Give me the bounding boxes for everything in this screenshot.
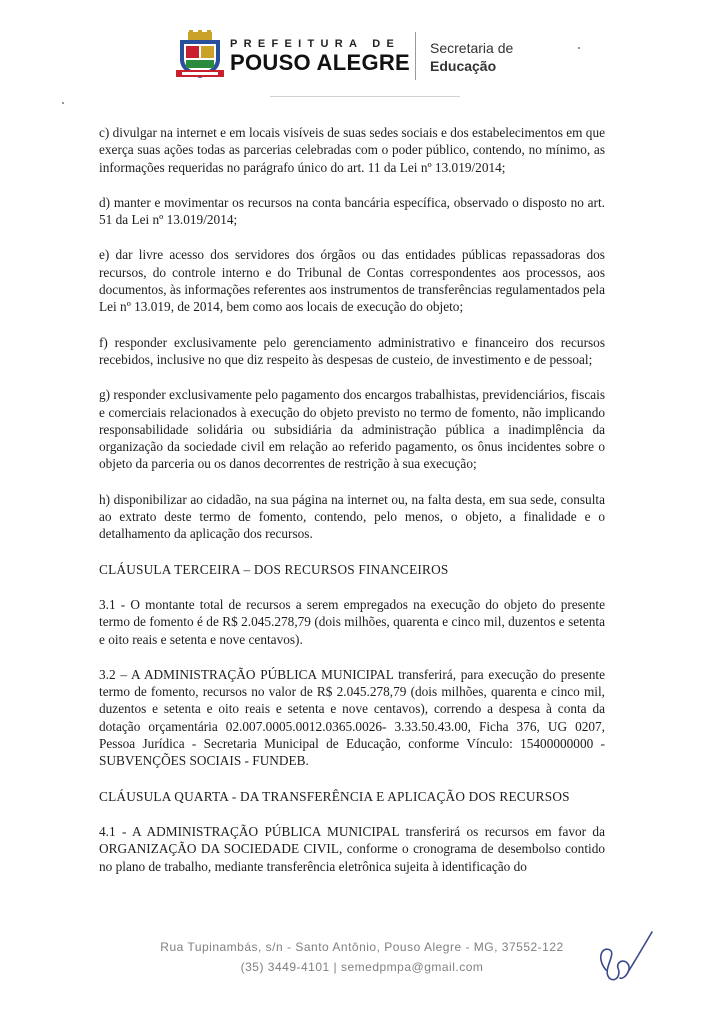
paragraph-item-d: d) manter e movimentar os recursos na conta bancária específica, observado o disposto no art. 51 da Lei nº 13.019/2014;: [99, 194, 605, 228]
paragraph-item-e: e) dar livre acesso dos servidores dos órgãos ou das entidades públicas repassadoras dos recursos, do controle interno e do Tribunal de Contas correspondentes aos processos, aos documentos, às informações referentes aos instrumentos de transferências regulamentados pela Lei nº 13.019, de 2014, bem como aos locais de execução do objeto;: [99, 247, 605, 315]
footer-contact: (35) 3449-4101 | semedpmpa@gmail.com: [240, 960, 484, 974]
handwritten-page-initials: [588, 928, 658, 988]
brand-prefix: PREFEITURA DE: [230, 38, 401, 50]
brand-city-name: POUSO ALEGRE: [230, 50, 411, 75]
letterhead: [0, 0, 724, 100]
paragraph-item-c: c) divulgar na internet e em locais visíveis de suas sedes sociais e dos estabelecimentos em que exerça suas ações todas as parcerias celebradas com o poder público, contendo, no mínimo, as informações requeridas no parágrafo único do art. 11 da Lei nº 13.019/2014;: [99, 125, 605, 175]
paragraph-item-f: f) responder exclusivamente pelo gerenciamento administrativo e financeiro dos recursos recebidos, inclusive no que diz respeito às despesas de custeio, de investimento e de pessoal;: [99, 334, 605, 367]
document-body: [99, 124, 605, 893]
clause-3-heading: CLÁUSULA TERCEIRA – DOS RECURSOS FINANCEIROS: [99, 561, 449, 577]
paragraph-3-2: 3.2 – A ADMINISTRAÇÃO PÚBLICA MUNICIPAL transferirá, para execução do presente termo de fomento, recursos no valor de R$ 2.045.278,79 (dois milhões, quarenta e cinco mil, duzentos e setenta e oito reais e setenta e nove centavos), correndo a despesa à conta da dotação orçamentária 02.007.0005.0012.0365.0026- 3.33.50.43.00, Ficha 376, UG 0207, Pessoa Jurídica - Secretaria Municipal de Educação, conforme Vínculo: 15400000000 - SUBVENÇÕES SOCIAIS - FUNDEB.: [99, 666, 605, 769]
paragraph-3-1: 3.1 - O montante total de recursos a serem empregados na execução do objeto do presente termo de fomento é de R$ 2.045.278,79 (dois milhões, quarenta e cinco mil, duzentos e setenta e oito reais e setenta e nove centavos).: [99, 596, 605, 647]
secretariat-name: Educação: [430, 58, 497, 74]
header-divider: [415, 32, 416, 80]
municipal-crest-logo: [174, 30, 226, 82]
clause-4-heading: CLÁUSULA QUARTA - DA TRANSFERÊNCIA E APLICAÇÃO DOS RECURSOS: [99, 788, 570, 804]
scan-speck: [578, 47, 580, 49]
header-rule: [270, 96, 460, 97]
paragraph-item-h: h) disponibilizar ao cidadão, na sua página na internet ou, na falta desta, em sua sede, consulta ao extrato deste termo de fomento, contendo, pelo menos, o objeto, a finalidade e o detalhamento da aplicação dos recursos.: [99, 491, 605, 542]
paragraph-item-g: g) responder exclusivamente pelo pagamento dos encargos trabalhistas, previdenciários, fiscais e comerciais relacionados à execução do objeto previsto no termo de fomento, não implicando responsabilidade solidária ou subsidiária da administração pública a inadimplência da organização da sociedade civil em relação ao referido pagamento, os ônus incidentes sobre o objeto da parceria ou os danos decorrentes de restrição à sua execução;: [99, 387, 605, 472]
secretariat-label: Secretaria de: [430, 40, 514, 56]
paragraph-4-1: 4.1 - A ADMINISTRAÇÃO PÚBLICA MUNICIPAL transferirá os recursos em favor da ORGANIZAÇÃO DA SOCIEDADE CIVIL, conforme o cronograma de desembolso contido no plano de trabalho, mediante transferência eletrônica sujeita à identificação do: [99, 823, 605, 874]
scan-speck: [62, 102, 64, 104]
footer-address: Rua Tupinambás, s/n - Santo Antônio, Pouso Alegre - MG, 37552-122: [160, 940, 564, 954]
